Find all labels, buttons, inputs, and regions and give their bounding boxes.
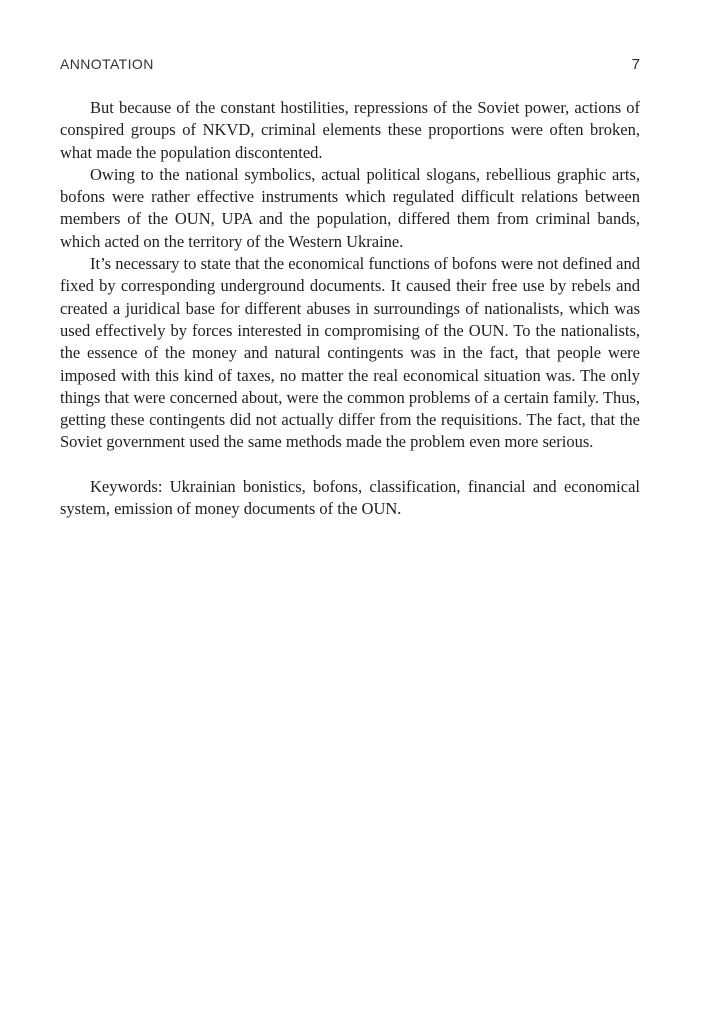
page-header: [60, 56, 640, 73]
annotation-body: [60, 97, 640, 520]
running-head: ANNOTATION: [60, 56, 154, 72]
paragraph-2: Owing to the national symbolics, actual political slogans, rebellious graphic arts, bofons were rather effective instruments which regulated difficult relations between members of the OUN, UPA and the population, differed them from criminal bands, which acted on the territory of the Western Ukraine.: [60, 164, 640, 251]
paragraph-1: But because of the constant hostilities, repressions of the Soviet power, actions of conspired groups of NKVD, criminal elements these proportions were often broken, what made the population discontented.: [60, 98, 640, 162]
page-number: 7: [631, 56, 640, 73]
keywords-paragraph: Keywords: Ukrainian bonistics, bofons, classification, financial and economical system, emission of money documents of the OUN.: [60, 476, 640, 519]
paragraph-3: It’s necessary to state that the economical functions of bofons were not defined and fixed by corresponding underground documents. It caused their free use by rebels and created a juridical base for different abuses in surroundings of nationalists, which was used effectively by forces interested in compromising of the OUN. To the nationalists, the essence of the money and natural contingents was in the fact, that people were imposed with this kind of taxes, no matter the real economical situation was. The only things that were concerned about, were the common problems of a certain family. Thus, getting these contingents did not actually differ from the requisitions. The fact, that the Soviet government used the same methods made the problem even more serious.: [60, 254, 640, 452]
